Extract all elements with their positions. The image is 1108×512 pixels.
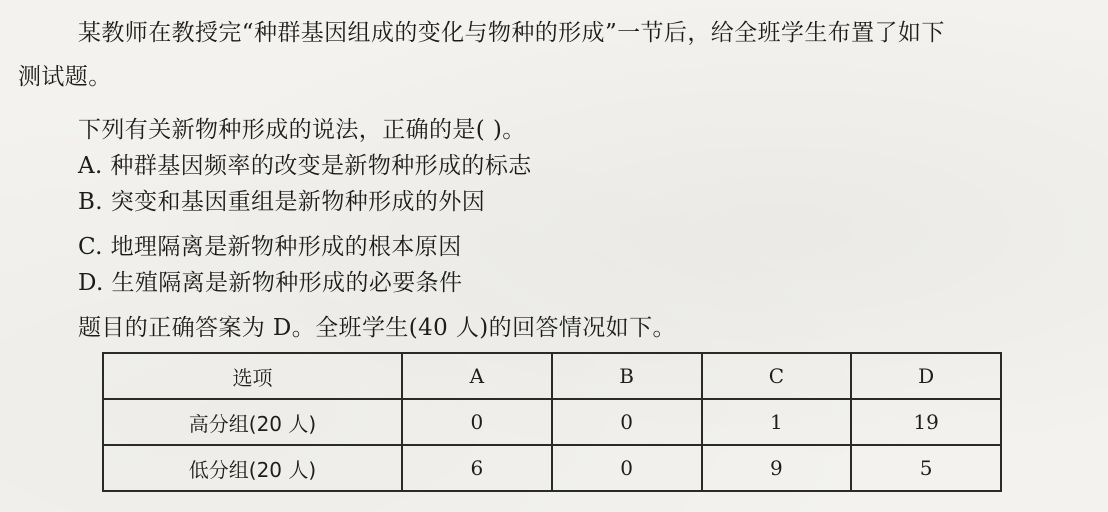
- table-cell: 0: [552, 445, 702, 491]
- option-b: B. 突变和基因重组是新物种形成的外因: [78, 189, 486, 215]
- answer-note: 题目的正确答案为 D。全班学生(40 人)的回答情况如下。: [78, 315, 676, 341]
- table-cell: 9: [702, 445, 852, 491]
- table-row: [103, 445, 1001, 491]
- table-cell: 0: [402, 399, 552, 445]
- table-cell: 19: [851, 399, 1001, 445]
- table-row: [103, 399, 1001, 445]
- table-cell: 6: [402, 445, 552, 491]
- header-cell-option: 选项: [103, 353, 402, 399]
- row-label-high-group: 高分组(20 人): [103, 399, 402, 445]
- option-d: D. 生殖隔离是新物种形成的必要条件: [78, 270, 463, 296]
- results-table: [102, 352, 1002, 492]
- option-c: C. 地理隔离是新物种形成的根本原因: [78, 234, 462, 260]
- header-cell-a: A: [402, 353, 552, 399]
- header-cell-c: C: [702, 353, 852, 399]
- intro-line-1: 某教师在教授完“种群基因组成的变化与物种的形成”一节后，给全班学生布置了如下: [78, 20, 945, 46]
- option-a: A. 种群基因频率的改变是新物种形成的标志: [78, 153, 532, 179]
- table-cell: 0: [552, 399, 702, 445]
- row-label-low-group: 低分组(20 人): [103, 445, 402, 491]
- intro-line-2: 测试题。: [18, 64, 112, 90]
- table-cell: 1: [702, 399, 852, 445]
- table-cell: 5: [851, 445, 1001, 491]
- header-cell-d: D: [851, 353, 1001, 399]
- table-header-row: [103, 353, 1001, 399]
- header-cell-b: B: [552, 353, 702, 399]
- question-stem: 下列有关新物种形成的说法，正确的是( )。: [78, 117, 526, 143]
